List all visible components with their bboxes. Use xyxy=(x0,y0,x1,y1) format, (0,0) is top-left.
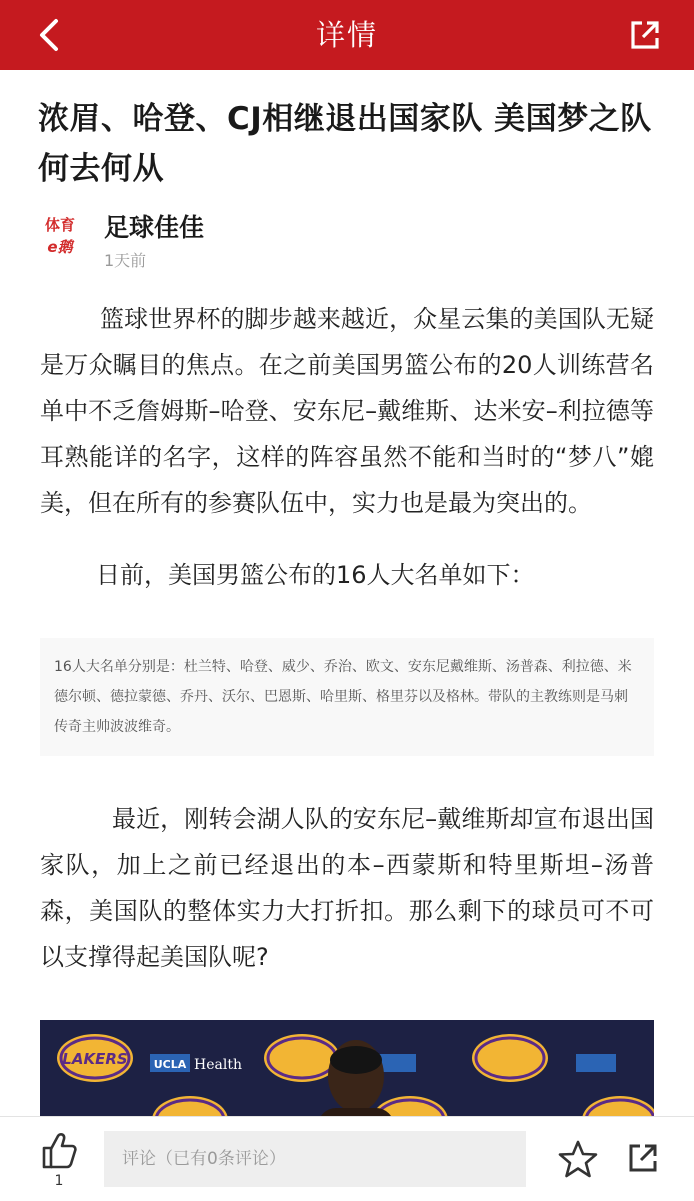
article-paragraph: 日前，美国男篮公布的16人大名单如下： xyxy=(96,561,535,589)
share-button-bottom[interactable] xyxy=(626,1141,662,1177)
avatar-text-bottom: e鹅 xyxy=(47,238,73,256)
article-paragraph: 篮球世界杯的脚步越来越近，众星云集的美国队无疑是万众瞩目的焦点。在之前美国男篮公布的20人训练营名单中不乏詹姆斯–哈登、安东尼–戴维斯、达米安–利拉德等耳熟能详的名字，这样的阵容虽然不能和当时的“梦八”媲美，但在所有的参赛队伍中，实力也是最为突出的。 xyxy=(40,305,654,517)
comment-input[interactable] xyxy=(104,1131,526,1187)
share-out-icon xyxy=(626,1141,660,1175)
star-icon xyxy=(558,1139,598,1179)
publish-time: 1天前 xyxy=(104,251,147,270)
ucla-health-badge xyxy=(150,1054,242,1073)
article-paragraph: 最近，刚转会湖人队的安东尼–戴维斯却宣布退出国家队，加上之前已经退出的本–西蒙斯和特里斯坦–汤普森，美国队的整体实力大打折扣。那么剩下的球员可不可以支撑得起美国队呢? xyxy=(40,805,654,971)
lakers-logo-icon xyxy=(472,1034,548,1082)
author-avatar[interactable] xyxy=(40,210,80,264)
article-content xyxy=(0,70,694,1116)
author-name[interactable]: 足球佳佳 xyxy=(104,213,205,242)
share-out-icon xyxy=(628,18,662,52)
like-count: 1 xyxy=(54,1173,64,1189)
lakers-logo-icon xyxy=(57,1034,133,1082)
share-button[interactable] xyxy=(626,16,664,54)
article-photo[interactable] xyxy=(40,1020,654,1116)
bottom-action-bar xyxy=(0,1116,694,1201)
roster-note-image: 16人大名单分别是：杜兰特、哈登、威少、乔治、欧文、安东尼戴维斯、汤普森、利拉德、米德尔顿、德拉蒙德、乔丹、沃尔、巴恩斯、哈里斯、格里芬以及格林。带队的主教练则是马刺传奇主帅波波维奇。 xyxy=(40,638,654,756)
like-button[interactable] xyxy=(40,1131,78,1193)
logo-text: LAKERS xyxy=(62,1050,128,1068)
top-nav-bar xyxy=(0,0,694,70)
sponsor-text: Health xyxy=(194,1057,242,1073)
page-title: 详情 xyxy=(315,18,378,52)
sponsor-badge: UCLA xyxy=(153,1058,187,1071)
article-headline: 浓眉、哈登、CJ相继退出国家队 美国梦之队何去何从 xyxy=(38,101,652,187)
avatar-text-top: 体育 xyxy=(44,216,76,234)
author-row xyxy=(0,208,694,288)
favorite-button[interactable] xyxy=(558,1139,598,1179)
thumbs-up-icon xyxy=(40,1131,78,1171)
